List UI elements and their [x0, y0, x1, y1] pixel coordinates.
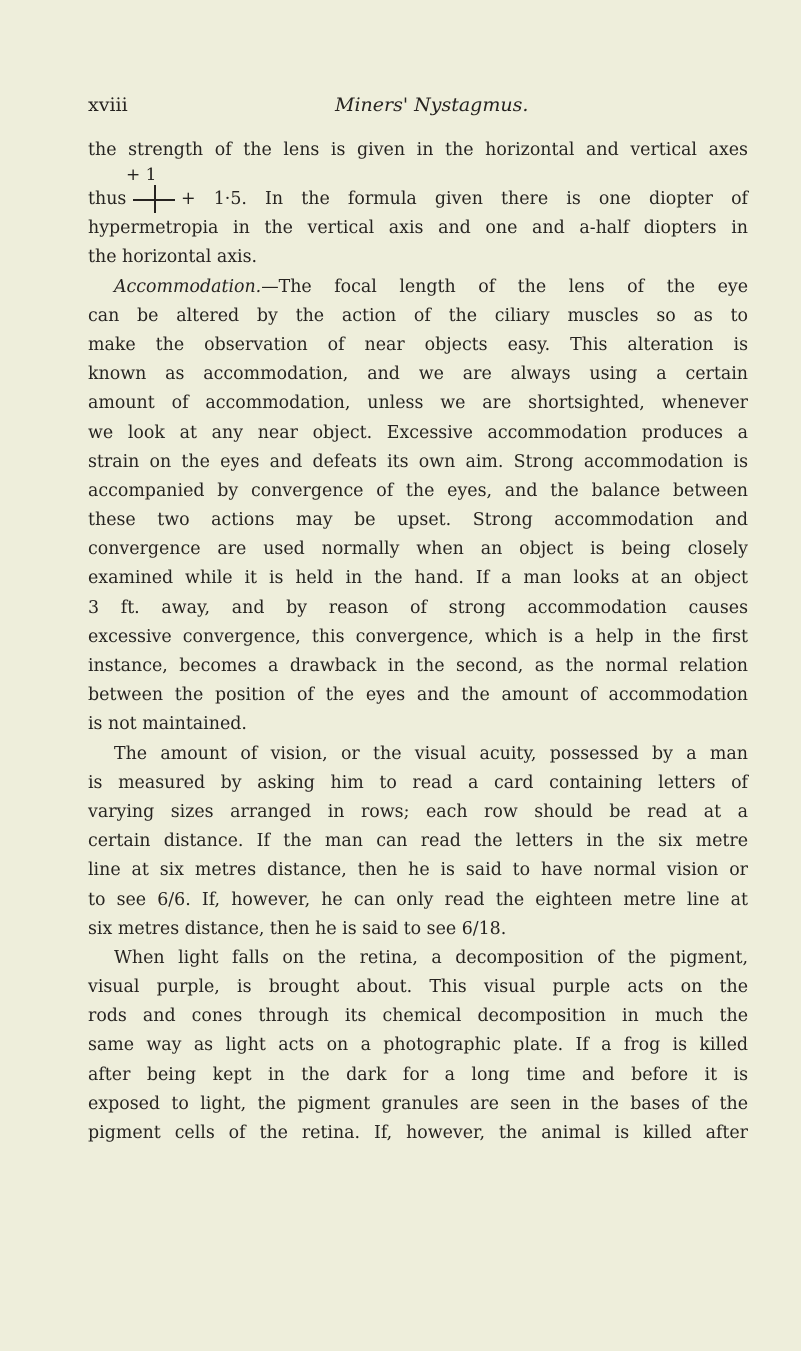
- paragraph-line: these two actions may be upset. Strong accommodation and: [88, 510, 748, 531]
- paragraph-line: 3 ft. away, and by reason of strong accommodation causes: [88, 597, 748, 618]
- paragraph-line: When light falls on the retina, a decomposition of the pigment,: [114, 947, 748, 968]
- paragraph-line: can be altered by the action of the ciliary muscles so as to: [88, 305, 748, 326]
- paragraph-line: known as accommodation, and we are always using a certain: [88, 364, 748, 385]
- page-number: xviii: [88, 94, 128, 116]
- paragraph-line: excessive convergence, this convergence, which is a help in the first: [88, 626, 748, 647]
- formula-vertical-value: + 1: [126, 165, 157, 186]
- paragraph-line: pigment cells of the retina. If, however, the animal is killed after: [88, 1123, 748, 1143]
- paragraph-line: examined while it is held in the hand. If a man looks at an object: [88, 568, 748, 589]
- text-line: hypermetropia in the vertical axis and one and a-half diopters in: [88, 218, 748, 239]
- paragraph-line: The amount of vision, or the visual acuity, possessed by a man: [114, 743, 748, 764]
- paragraph-line: visual purple, is brought about. This visual purple acts on the: [88, 977, 748, 998]
- paragraph-line: make the observation of near objects easy. This alteration is: [88, 334, 748, 355]
- paragraph-line: after being kept in the dark for a long time and before it is: [88, 1064, 748, 1085]
- paragraph-line: same way as light acts on a photographic plate. If a frog is killed: [88, 1035, 748, 1056]
- paragraph-line: is not maintained.: [88, 714, 247, 735]
- body-text: [88, 136, 748, 1148]
- paragraph-line: instance, becomes a drawback in the second, as the normal relation: [88, 656, 748, 676]
- paragraph-line: between the position of the eyes and the amount of accommodation: [88, 685, 748, 706]
- running-head: [88, 94, 748, 120]
- paragraph-line: amount of accommodation, unless we are shortsighted, whenever: [88, 393, 748, 414]
- formula-rest: + 1·5. In the formula given there is one diopter of: [181, 189, 748, 210]
- paragraph-line: strain on the eyes and defeats its own aim. Strong accommodation is: [88, 451, 748, 472]
- paragraph-line: is measured by asking him to read a card containing letters of: [88, 772, 748, 793]
- formula-cross-line: [154, 185, 156, 213]
- paragraph-line: varying sizes arranged in rows; each row should be read at a: [88, 801, 748, 822]
- paragraph-line: certain distance. If the man can read the letters in the six metre: [88, 831, 748, 852]
- paragraph-line: [88, 273, 748, 302]
- paragraph-line: to see 6/6. If, however, he can only read the eighteen metre line at: [88, 889, 748, 910]
- formula-top: [88, 165, 748, 185]
- text-line: the horizontal axis.: [88, 247, 258, 268]
- paragraph-line: six metres distance, then he is said to see 6/18.: [88, 918, 507, 939]
- running-title: Miners' Nystagmus.: [335, 94, 529, 116]
- paragraph-line: accompanied by convergence of the eyes, and the balance between: [88, 480, 748, 501]
- paragraph-line: we look at any near object. Excessive accommodation produces a: [88, 422, 748, 443]
- paragraph-line: rods and cones through its chemical decomposition in much the: [88, 1006, 748, 1027]
- section-heading: Accommodation.: [114, 276, 262, 297]
- formula-word: thus: [88, 189, 127, 210]
- paragraph-line: exposed to light, the pigment granules are seen in the bases of the: [88, 1093, 748, 1114]
- paragraph-line: convergence are used normally when an object is being closely: [88, 539, 748, 560]
- paragraph-text: —The focal length of the lens of the eye: [261, 276, 748, 297]
- formula-line: [88, 185, 748, 214]
- text-line: the strength of the lens is given in the horizontal and vertical axes: [88, 140, 748, 160]
- paragraph-line: line at six metres distance, then he is said to have normal vision or: [88, 860, 748, 881]
